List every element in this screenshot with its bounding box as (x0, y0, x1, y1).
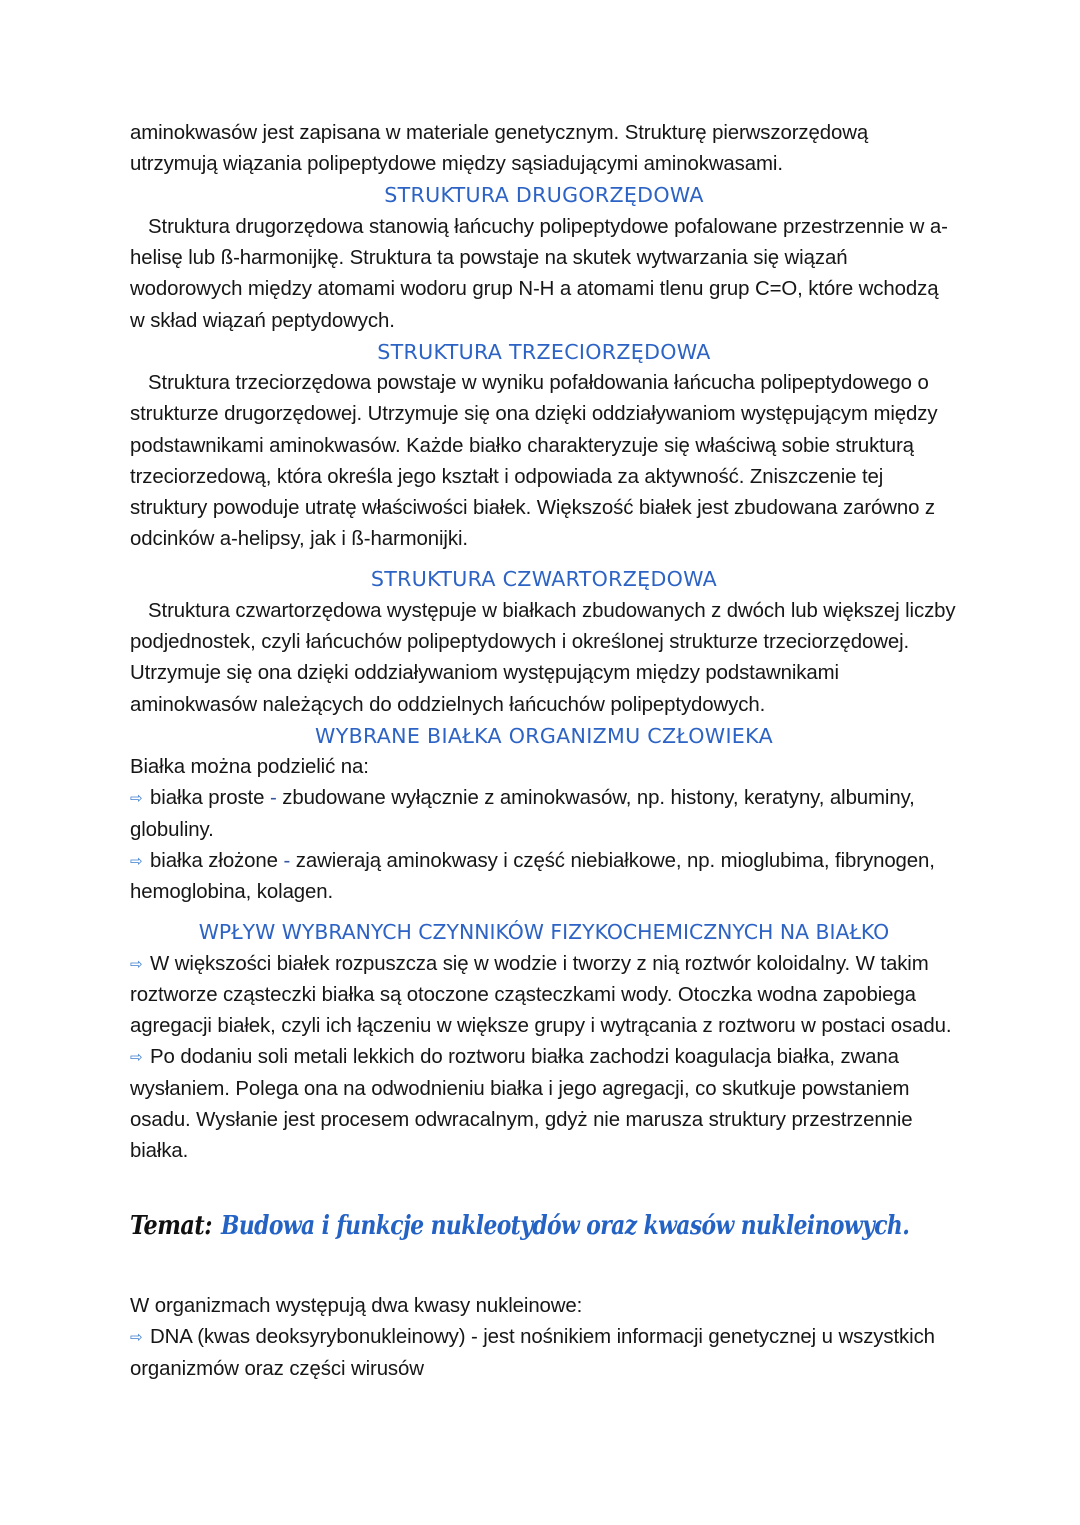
paragraph-structure-secondary: Struktura drugorzędowa stanowią łańcuchy polipeptydowe pofalowane przestrzennie w a-helisę lub ß-harmonijkę. Struktura ta powstaje na skutek wytwarzania się wiązań wodorowych między atomami wodoru grup N-H a atomami tlenu grup C=O, które wchodzą w skład wiązań peptydowych. (130, 215, 948, 332)
spacer (130, 1241, 958, 1291)
list-item-simple-proteins (130, 783, 958, 845)
list-item-description: zawierają aminokwasy i część niebiałkowe, np. mioglubima, fibrynogen, hemoglobina, kolagen. (130, 849, 935, 904)
arrow-right-icon: ⇨ (130, 852, 143, 870)
topic-title: Budowa i funkcje nukleotydów oraz kwasów nukleinowych. (221, 1211, 910, 1242)
arrow-right-icon: ⇨ (130, 1329, 143, 1347)
arrow-right-icon: ⇨ (130, 790, 143, 808)
heading-structure-secondary: STRUKTURA DRUGORZĘDOWA (384, 183, 704, 208)
spacer (130, 555, 958, 564)
list-item-description: DNA (kwas deoksyrybonukleinowy) - jest nośnikiem informacji genetycznej u wszystkich organizmów oraz części wirusów (130, 1326, 935, 1380)
heading-physicochemical-factors: WPŁYW WYBRANYCH CZYNNIKÓW FIZYKOCHEMICZNYCH NA BIAŁKO (198, 920, 890, 945)
topic-label: Temat: (130, 1211, 212, 1242)
list-item-coagulation (130, 1042, 958, 1167)
list-item-colloid (130, 949, 958, 1043)
lead-in-protein-division: Białka można podzielić na: (130, 756, 369, 779)
dash-separator: - (269, 787, 277, 810)
arrow-right-icon: ⇨ (130, 1049, 143, 1067)
list-item-description: Po dodaniu soli metali lekkich do roztworu białka zachodzi koagulacja białka, zwana wysłaniem. Polega ona na odwodnieniu białka i jego agregacji, co skutkuje powstaniem osadu. Wysłanie jest procesem odwracalnym, gdyż nie marusza struktury przestrzennie białka. (130, 1046, 913, 1162)
list-item-term: białka proste (150, 787, 265, 810)
paragraph-structure-tertiary: Struktura trzeciorzędowa powstaje w wyniku pofałdowania łańcucha polipeptydowego o strukturze drugorzędowej. Utrzymuje się ona dzięki oddziaływaniom występującym między podstawnikami aminokwasów. Każde białko charakteryzuje się właściwą sobie strukturą trzeciorzedową, która określa jego kształt i odpowiada za aktywność. Zniszczenie tej struktury powoduje utratę właściwości białek. Większość białek jest zbudowana zarówno z odcinków a-helipsy, jak i ß-harmonijki. (130, 372, 938, 551)
list-item-description: zbudowane wyłącznie z aminokwasów, np. histony, keratyny, albuminy, globuliny. (130, 787, 915, 841)
topic-heading (130, 1211, 958, 1241)
list-item-description: W większości białek rozpuszcza się w wodzie i tworzy z nią roztwór koloidalny. W takim roztworze cząsteczki białka są otoczone cząsteczkami wody. Otoczka wodna zapobiega agregacji białek, czyli ich łączeniu w większe grupy i wytrącania z roztworu w postaci osadu. (130, 952, 952, 1038)
dash-separator: - (283, 849, 291, 872)
list-item-complex-proteins (130, 846, 958, 908)
list-item-term: białka złożone (150, 849, 278, 872)
spacer (130, 908, 958, 917)
paragraph-structure-quaternary: Struktura czwartorzędowa występuje w białkach zbudowanych z dwóch lub większej liczby podjednostek, czyli łańcuchów polipeptydowych i określonej strukturze trzeciorzędowej. Utrzymuje się ona dzięki oddziaływaniom występującym między podstawnikami aminokwasów należących do oddzielnych łańcuchów polipeptydowych. (130, 599, 956, 716)
heading-structure-quaternary: STRUKTURA CZWARTORZĘDOWA (370, 567, 718, 592)
lead-in-nucleic-acids: W organizmach występują dwa kwasy nukleinowe: (130, 1295, 583, 1318)
heading-selected-proteins: WYBRANE BIAŁKA ORGANIZMU CZŁOWIEKA (315, 723, 773, 748)
arrow-right-icon: ⇨ (130, 955, 143, 973)
paragraph-intro: aminokwasów jest zapisana w materiale genetycznym. Strukturę pierwszorzędową utrzymują wiązania polipeptydowe między sąsiadującymi aminokwasami. (130, 122, 869, 176)
spacer (130, 1167, 958, 1211)
list-item-dna (130, 1322, 958, 1384)
heading-structure-tertiary: STRUKTURA TRZECIORZĘDOWA (377, 339, 711, 364)
